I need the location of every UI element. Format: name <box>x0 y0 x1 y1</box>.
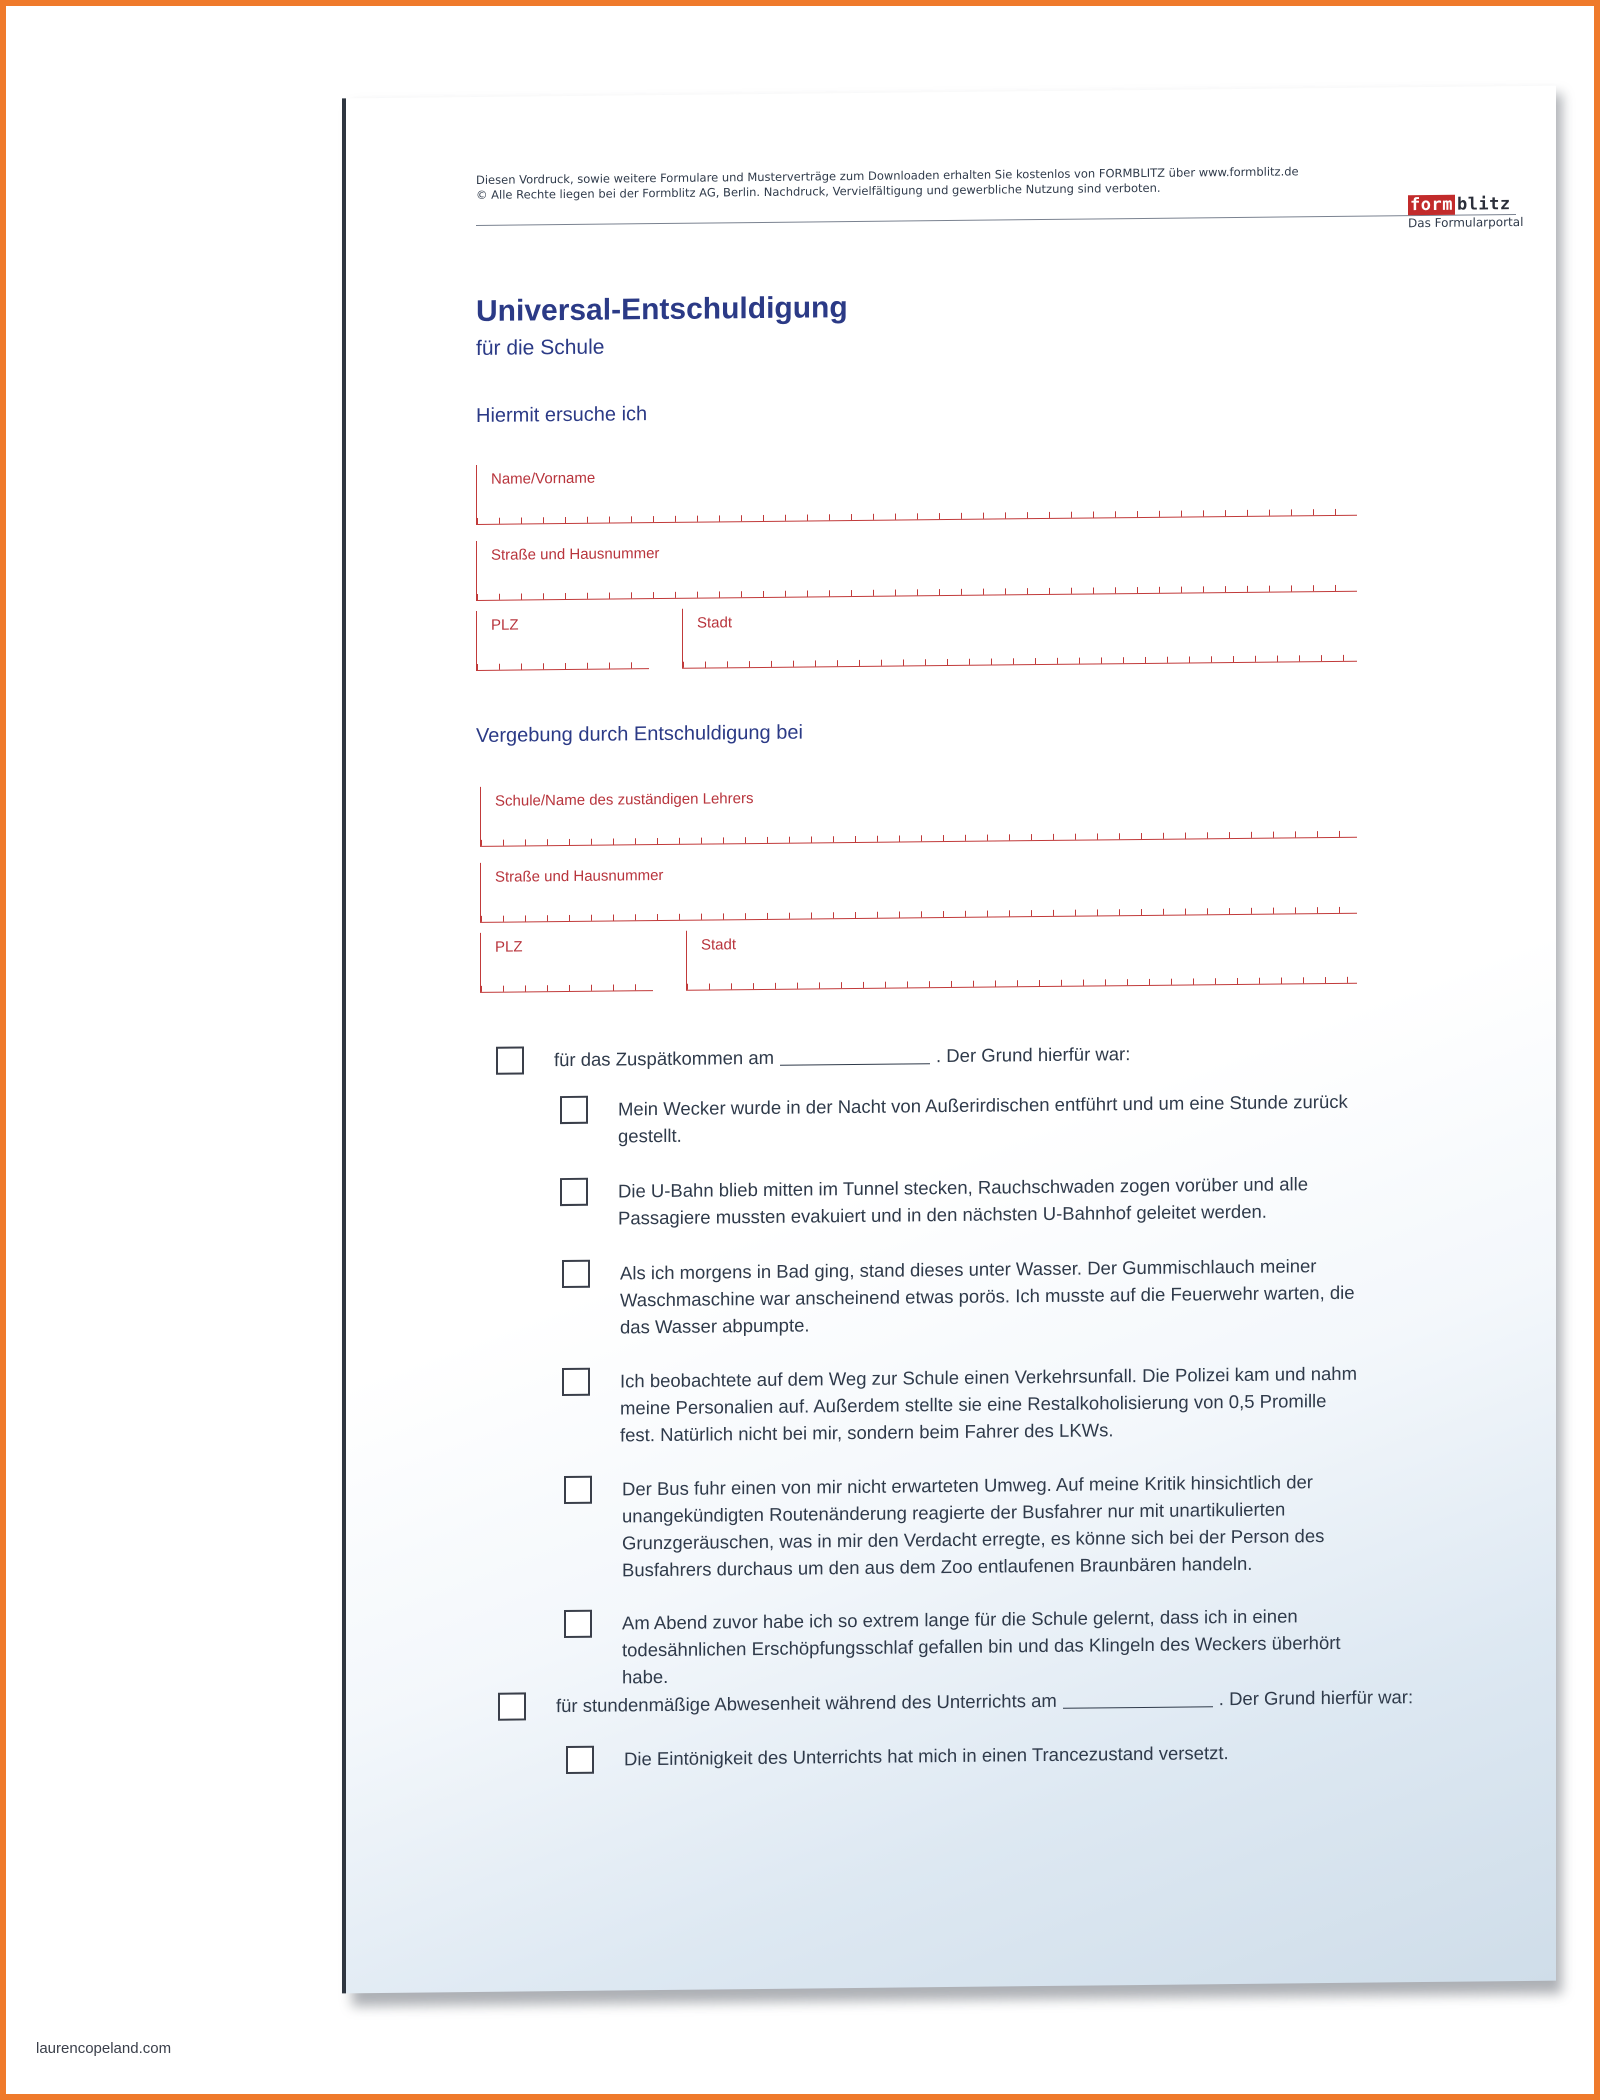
absence-date-blank[interactable] <box>1063 1706 1213 1709</box>
reason-checkbox[interactable] <box>564 1610 592 1638</box>
absence-label-suffix: . Der Grund hierfür war: <box>1218 1686 1414 1710</box>
header-note-line: Diesen Vordruck, sowie weitere Formulare und Musterverträge zum Downloaden erhalten Sie kostenlos von FORMBLITZ über www.formblitz.de <box>476 164 1299 187</box>
reason-checkbox[interactable] <box>566 1746 594 1774</box>
late-reason-item <box>564 1602 1364 1691</box>
field-label: Straße und Hausnummer <box>491 545 660 564</box>
street-field[interactable] <box>476 532 1357 601</box>
field-input-line[interactable] <box>477 658 649 671</box>
watermark-text: laurencopeland.com <box>36 2040 172 2057</box>
field-input-line[interactable] <box>687 973 1357 991</box>
school-name-field[interactable] <box>480 778 1357 847</box>
field-input-line[interactable] <box>481 903 1357 923</box>
school-zip-field[interactable] <box>480 931 653 993</box>
field-input-line[interactable] <box>683 651 1357 669</box>
late-reason-item <box>562 1252 1362 1341</box>
page-subtitle: für die Schule <box>476 335 605 360</box>
reason-text: Mein Wecker wurde in der Nacht von Außerirdischen entführt und um eine Stunde zurück gestellt. <box>618 1090 1348 1147</box>
zip-field[interactable] <box>476 609 649 671</box>
late-reason-item <box>562 1360 1362 1449</box>
header-divider <box>476 214 1516 226</box>
reason-checkbox[interactable] <box>562 1368 590 1396</box>
field-label: Name/Vorname <box>491 469 596 488</box>
field-label: Straße und Hausnummer <box>495 866 664 886</box>
page-title: Universal-Entschuldigung <box>476 291 848 328</box>
field-input-line[interactable] <box>481 980 653 993</box>
late-option <box>496 1037 1396 1074</box>
field-input-line[interactable] <box>481 827 1357 847</box>
reason-text: Der Bus fuhr einen von mir nicht erwarteten Umweg. Auf meine Kritik hinsichtlich der unangekündigten Routenänderung reagierte der Busfahrer nur mit unartikulierten Grunzgeräuschen, was in mir den Verdacht erregte, es könne sich bei der Person des Busfahrers durchaus um den aus dem Zoo entlaufenen Braunbären handeln. <box>622 1471 1325 1581</box>
field-label: Stadt <box>701 936 737 954</box>
late-date-blank[interactable] <box>780 1063 930 1066</box>
field-input-line[interactable] <box>477 581 1357 601</box>
reason-text: Die Eintönigkeit des Unterrichts hat mich in einen Trancezustand versetzt. <box>624 1742 1229 1770</box>
formblitz-logo <box>1408 194 1538 230</box>
logo-subtitle: Das Formularportal <box>1408 214 1524 231</box>
absence-label: für stundenmäßige Abwesenheit während des Unterrichts am <box>556 1689 1057 1717</box>
city-field[interactable] <box>682 602 1357 669</box>
reason-checkbox[interactable] <box>562 1260 590 1288</box>
name-field[interactable] <box>476 456 1357 525</box>
header-note <box>476 164 1299 203</box>
field-label: PLZ <box>495 938 523 956</box>
document-page <box>342 86 1556 1994</box>
school-street-field[interactable] <box>480 854 1357 923</box>
absence-checkbox[interactable] <box>498 1692 526 1720</box>
section-heading-school: Vergebung durch Entschuldigung bei <box>476 721 803 747</box>
late-label-suffix: . Der Grund hierfür war: <box>936 1043 1131 1067</box>
late-reason-item <box>564 1468 1364 1584</box>
absence-reason-item <box>566 1738 1366 1774</box>
reason-text: Die U-Bahn blieb mitten im Tunnel stecken, Rauchschwaden zogen vorüber und alle Passagiere mussten evakuiert und in den nächsten U-Bahnhof geleitet werden. <box>618 1173 1309 1229</box>
late-checkbox[interactable] <box>496 1046 524 1074</box>
header-note-line: © Alle Rechte liegen bei der Formblitz AG, Berlin. Nachdruck, Vervielfältigung und gewerbliche Nutzung sind verboten. <box>476 180 1161 202</box>
field-label: Schule/Name des zuständigen Lehrers <box>495 790 754 810</box>
school-city-field[interactable] <box>686 924 1357 991</box>
field-label: Stadt <box>697 614 733 632</box>
reason-checkbox[interactable] <box>560 1178 588 1206</box>
field-input-line[interactable] <box>477 505 1357 525</box>
reason-checkbox[interactable] <box>564 1476 592 1504</box>
late-reason-item <box>560 1088 1360 1150</box>
section-heading-applicant: Hiermit ersuche ich <box>476 403 648 427</box>
reason-text: Am Abend zuvor habe ich so extrem lange für die Schule gelernt, dass ich in einen todesähnlichen Erschöpfungsschlaf gefallen bin und das Klingeln des Weckers überhört habe. <box>622 1605 1341 1688</box>
reason-text: Ich beobachtete auf dem Weg zur Schule einen Verkehrsunfall. Die Polizei kam und nahm meine Personalien auf. Außerdem stellte sie eine Restalkoholisierung von 0,5 Promille fest. Natürlich nicht bei mir, sondern beim Fahrer des LKWs. <box>620 1362 1358 1446</box>
late-reason-item <box>560 1170 1360 1232</box>
reason-checkbox[interactable] <box>560 1096 588 1124</box>
reason-text: Als ich morgens in Bad ging, stand dieses unter Wasser. Der Gummischlauch meiner Waschmaschine war anscheinend etwas porös. Ich musste auf die Feuerwehr warten, die das Wasser abpumpte. <box>620 1255 1355 1338</box>
late-label: für das Zuspätkommen am <box>554 1046 775 1071</box>
logo-mark: form blitz <box>1410 194 1511 216</box>
field-label: PLZ <box>491 616 519 634</box>
